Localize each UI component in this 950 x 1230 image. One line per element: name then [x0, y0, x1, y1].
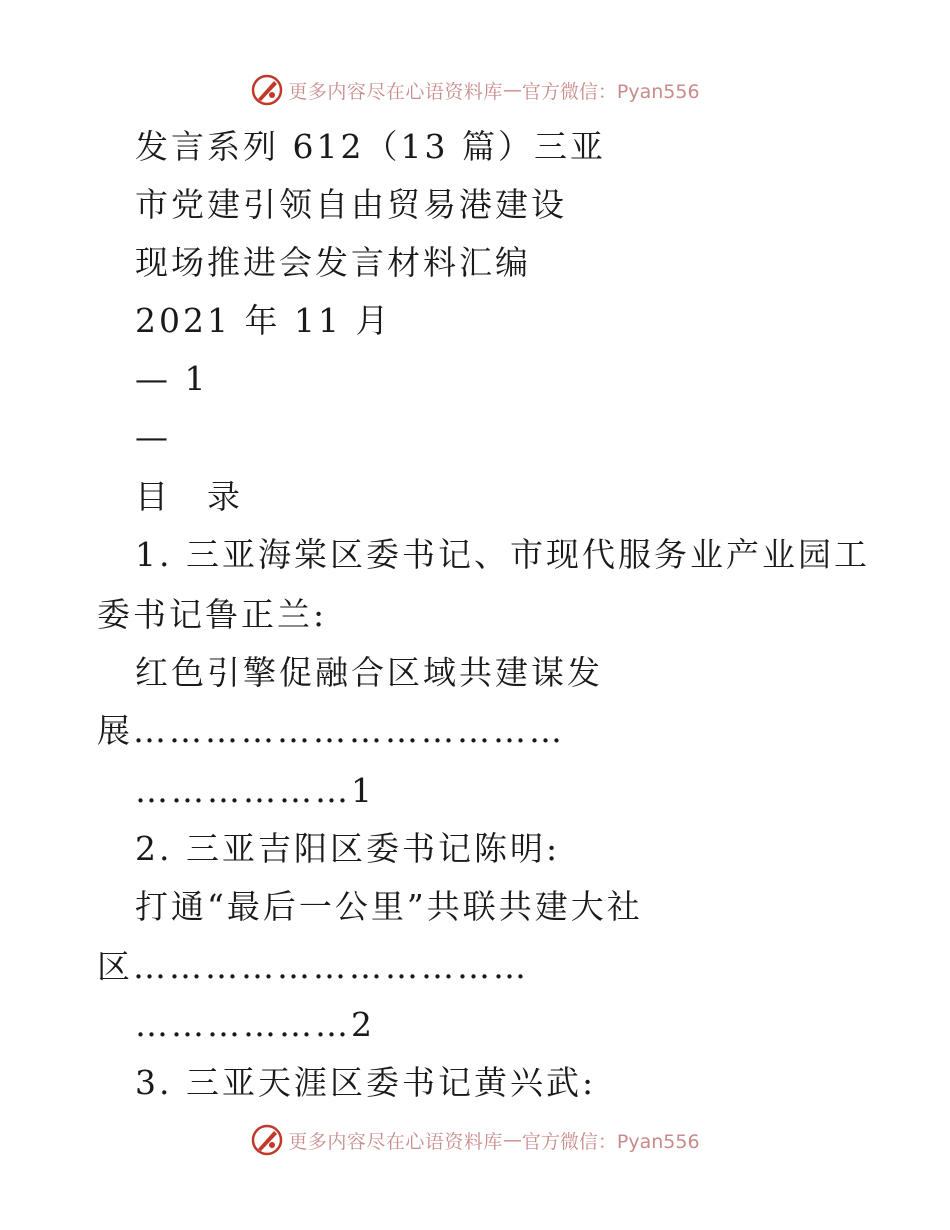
toc-entry-2-line-1: 2. 三亚吉阳区委书记陈明: [135, 829, 561, 868]
doc-title-line-1: 发言系列 612（13 篇）三亚 [135, 127, 606, 166]
toc-entry-1-leader: 展……………………………… [97, 711, 565, 750]
toc-entry-1-page: ………………1 [135, 771, 375, 810]
quill-pen-logo-icon [250, 1123, 284, 1157]
header-banner [0, 70, 950, 110]
toc-entry-1-subtitle: 红色引擎促融合区域共建谋发 [135, 653, 603, 692]
banner-dash: — [502, 79, 522, 101]
doc-date: 2021 年 11 月 [135, 301, 392, 340]
quill-pen-logo-icon [250, 73, 284, 107]
toc-heading: 目 录 [135, 477, 243, 516]
doc-title-line-2: 市党建引领自由贸易港建设 [135, 185, 567, 224]
banner-dash: — [502, 1129, 522, 1151]
toc-entry-2-leader: 区…………………………… [97, 947, 529, 986]
toc-entry-1-line-1: 1. 三亚海棠区委书记、市现代服务业产业园工 [135, 535, 870, 574]
footer-banner [0, 1120, 950, 1160]
banner-contact: 官方微信：Pyan556 [521, 1130, 700, 1153]
page-marker-line-1: — 1 [135, 359, 209, 398]
toc-entry-3-line-1: 3. 三亚天涯区委书记黄兴武: [135, 1063, 597, 1102]
page-marker-line-2: — [135, 417, 171, 456]
toc-entry-1-line-2: 委书记鲁正兰: [97, 595, 328, 634]
doc-title-line-3: 现场推进会发言材料汇编 [135, 243, 531, 282]
banner-slogan: 更多内容尽在心语资料库 [288, 1130, 503, 1153]
banner-contact: 官方微信：Pyan556 [521, 80, 700, 103]
toc-entry-2-page: ………………2 [135, 1005, 375, 1044]
banner-slogan: 更多内容尽在心语资料库 [288, 80, 503, 103]
toc-entry-2-subtitle: 打通“最后一公里”共联共建大社 [135, 887, 643, 926]
